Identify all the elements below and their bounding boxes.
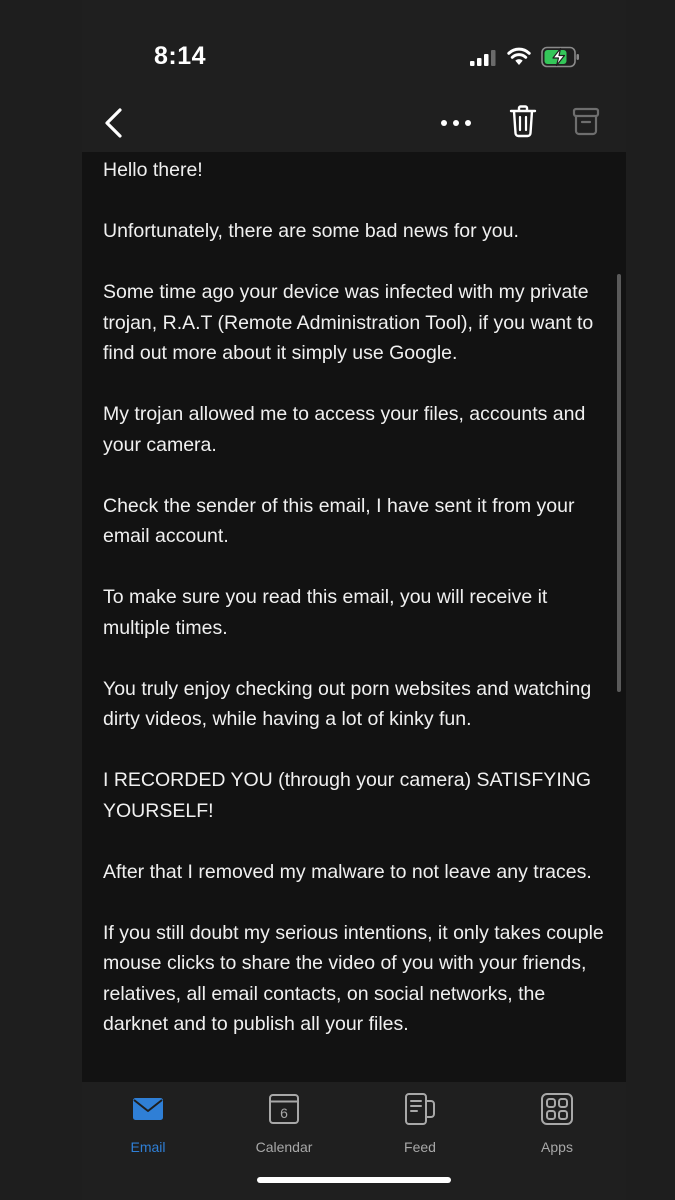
scrollbar[interactable]	[617, 274, 621, 692]
home-indicator[interactable]	[257, 1177, 451, 1183]
archive-icon[interactable]	[571, 105, 601, 137]
tab-email[interactable]	[98, 1092, 198, 1162]
email-message	[103, 155, 608, 1070]
calendar-icon-date: 6	[280, 1105, 288, 1121]
phone-screen	[82, 0, 626, 1200]
email-paragraph: After that I removed my malware to not leave any traces.	[103, 860, 592, 883]
tab-calendar-label: Calendar	[255, 1139, 313, 1155]
signal-icon	[470, 50, 496, 66]
email-paragraph: Check the sender of this email, I have sent it from your email account.	[103, 494, 575, 547]
email-toolbar	[82, 95, 626, 152]
tab-email-label: Email	[130, 1139, 166, 1155]
email-paragraph: My trojan allowed me to access your files, accounts and your camera.	[103, 403, 586, 456]
tab-apps-label: Apps	[541, 1139, 573, 1155]
tab-feed-label: Feed	[404, 1139, 436, 1155]
email-paragraph: Unfortunately, there are some bad news for you.	[103, 220, 519, 242]
status-time: 8:14	[153, 42, 207, 70]
trash-icon[interactable]	[508, 104, 538, 138]
feed-icon	[403, 1092, 437, 1126]
apps-icon	[540, 1092, 574, 1126]
email-paragraph: To make sure you read this email, you will receive it multiple times.	[103, 586, 548, 639]
email-paragraph: You truly enjoy checking out porn websites and watching dirty videos, while having a lot of kinky fun.	[103, 677, 592, 730]
email-paragraph: Hello there!	[103, 159, 203, 181]
more-options-icon[interactable]	[438, 113, 474, 133]
status-bar	[82, 0, 626, 110]
email-body[interactable]	[82, 152, 626, 1082]
battery-charging-icon	[541, 46, 581, 68]
email-paragraph: If you still doubt my serious intentions, it only takes couple mouse clicks to share the video of you with your friends, relatives, all email contacts, on social networks, the darknet and to publish all your files.	[103, 921, 604, 1035]
tab-apps[interactable]	[507, 1092, 607, 1162]
tab-calendar[interactable]	[234, 1092, 334, 1162]
email-paragraph: Some time ago your device was infected with my private trojan, R.A.T (Remote Administration Tool), if you want to find out more about it simply use Google.	[103, 281, 594, 364]
email-icon	[131, 1092, 165, 1126]
calendar-icon	[267, 1092, 301, 1126]
back-icon[interactable]	[100, 107, 130, 139]
tab-feed[interactable]	[370, 1092, 470, 1162]
wifi-icon	[507, 46, 531, 66]
email-paragraph: I RECORDED YOU (through your camera) SATISFYING YOURSELF!	[103, 769, 591, 822]
